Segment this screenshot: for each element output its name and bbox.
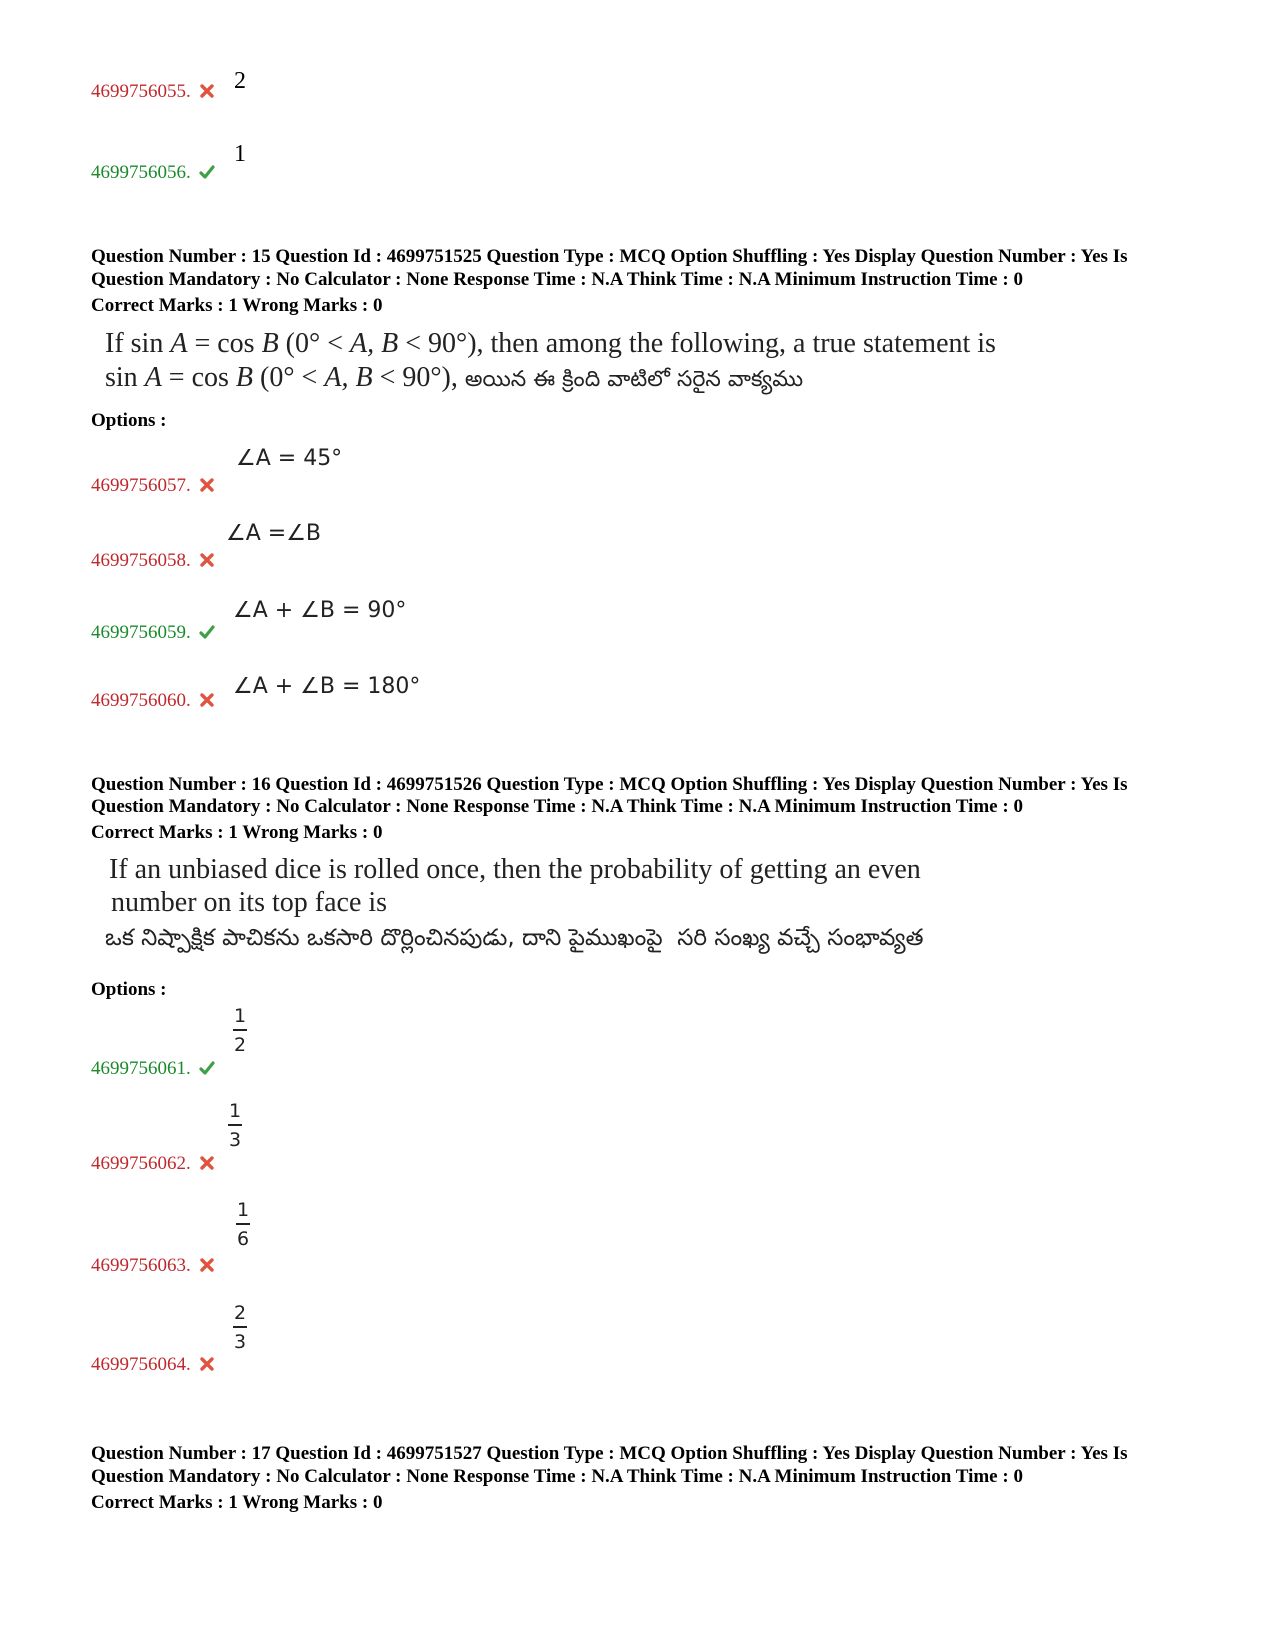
- cross-icon: [199, 1155, 215, 1171]
- fraction-denominator: 3: [228, 1129, 242, 1151]
- question-marks: Correct Marks : 1 Wrong Marks : 0: [91, 822, 383, 843]
- fraction-numerator: 1: [236, 1199, 250, 1221]
- checkmark-icon: [199, 624, 215, 640]
- option-value: 1: [234, 141, 246, 167]
- fraction-numerator: 1: [228, 1100, 242, 1122]
- option-id: 4699756058.: [91, 550, 215, 572]
- checkmark-icon: [199, 164, 215, 180]
- question-header-line1: Question Number : 17 Question Id : 4699751527 Question Type : MCQ Option Shuffling : Yes Display Question Number : Yes Is: [91, 1443, 1128, 1464]
- question-text-telugu: sin A = cos B (0° < A, B < 90°), అయిన ఈ క్రింది వాటిలో సరైన వాక్యము: [105, 362, 804, 393]
- cross-icon: [199, 692, 215, 708]
- option-value: ∠A = 45°: [236, 446, 343, 471]
- option-id-text: 4699756055.: [91, 81, 191, 102]
- question-text-english-line1: If an unbiased dice is rolled once, then the probability of getting an even: [109, 854, 921, 885]
- question-marks: Correct Marks : 1 Wrong Marks : 0: [91, 1492, 383, 1513]
- question-header-line1: Question Number : 15 Question Id : 4699751525 Question Type : MCQ Option Shuffling : Yes Display Question Number : Yes Is: [91, 246, 1128, 267]
- option-value: ∠A =∠B: [226, 521, 322, 546]
- option-id: 4699756060.: [91, 690, 215, 712]
- cross-icon: [199, 1356, 215, 1372]
- fraction-bar: [228, 1124, 242, 1126]
- cross-icon: [199, 1257, 215, 1273]
- option-id: 4699756057.: [91, 475, 215, 497]
- fraction-numerator: 1: [233, 1005, 247, 1027]
- question-marks: Correct Marks : 1 Wrong Marks : 0: [91, 295, 383, 316]
- question-text-english-line2: number on its top face is: [111, 887, 388, 918]
- option-id: 4699756063.: [91, 1255, 215, 1277]
- option-id: 4699756059.: [91, 622, 215, 644]
- fraction-option-value: [233, 1303, 247, 1352]
- fraction-denominator: 2: [233, 1034, 247, 1056]
- option-id: [91, 162, 215, 184]
- question-header-line1: Question Number : 16 Question Id : 4699751526 Question Type : MCQ Option Shuffling : Yes Display Question Number : Yes Is: [91, 774, 1128, 795]
- option-value: 2: [234, 68, 246, 94]
- fraction-option-value: [228, 1101, 242, 1150]
- fraction-bar: [233, 1326, 247, 1328]
- options-label: Options :: [91, 410, 167, 431]
- cross-icon: [199, 83, 215, 99]
- options-label: Options :: [91, 979, 167, 1000]
- option-value: ∠A + ∠B = 180°: [233, 674, 421, 699]
- question-text-english: If sin A = cos B (0° < A, B < 90°), then among the following, a true statement is: [105, 328, 996, 359]
- option-id: 4699756061.: [91, 1058, 215, 1080]
- question-header-line2: Question Mandatory : No Calculator : None Response Time : N.A Think Time : N.A Minimum Instruction Time : 0: [91, 796, 1023, 817]
- option-id: 4699756062.: [91, 1153, 215, 1175]
- option-id-text: 4699756056.: [91, 162, 191, 183]
- question-header-line2: Question Mandatory : No Calculator : None Response Time : N.A Think Time : N.A Minimum Instruction Time : 0: [91, 269, 1023, 290]
- option-id: [91, 81, 215, 103]
- fraction-bar: [236, 1223, 250, 1225]
- checkmark-icon: [199, 1060, 215, 1076]
- question-text-telugu: ఒక నిష్పాక్షిక పాచికను ఒకసారి దొర్లించినపుడు, దాని పైముఖంపై సరి సంఖ్య వచ్చే సంభావ్యత: [105, 925, 924, 951]
- fraction-option-value: [233, 1006, 247, 1055]
- fraction-option-value: [236, 1200, 250, 1249]
- fraction-bar: [233, 1029, 247, 1031]
- question-header-line2: Question Mandatory : No Calculator : None Response Time : N.A Think Time : N.A Minimum Instruction Time : 0: [91, 1466, 1023, 1487]
- fraction-numerator: 2: [233, 1302, 247, 1324]
- option-value: ∠A + ∠B = 90°: [233, 598, 407, 623]
- cross-icon: [199, 552, 215, 568]
- fraction-denominator: 3: [233, 1331, 247, 1353]
- fraction-denominator: 6: [236, 1228, 250, 1250]
- cross-icon: [199, 477, 215, 493]
- option-id: 4699756064.: [91, 1354, 215, 1376]
